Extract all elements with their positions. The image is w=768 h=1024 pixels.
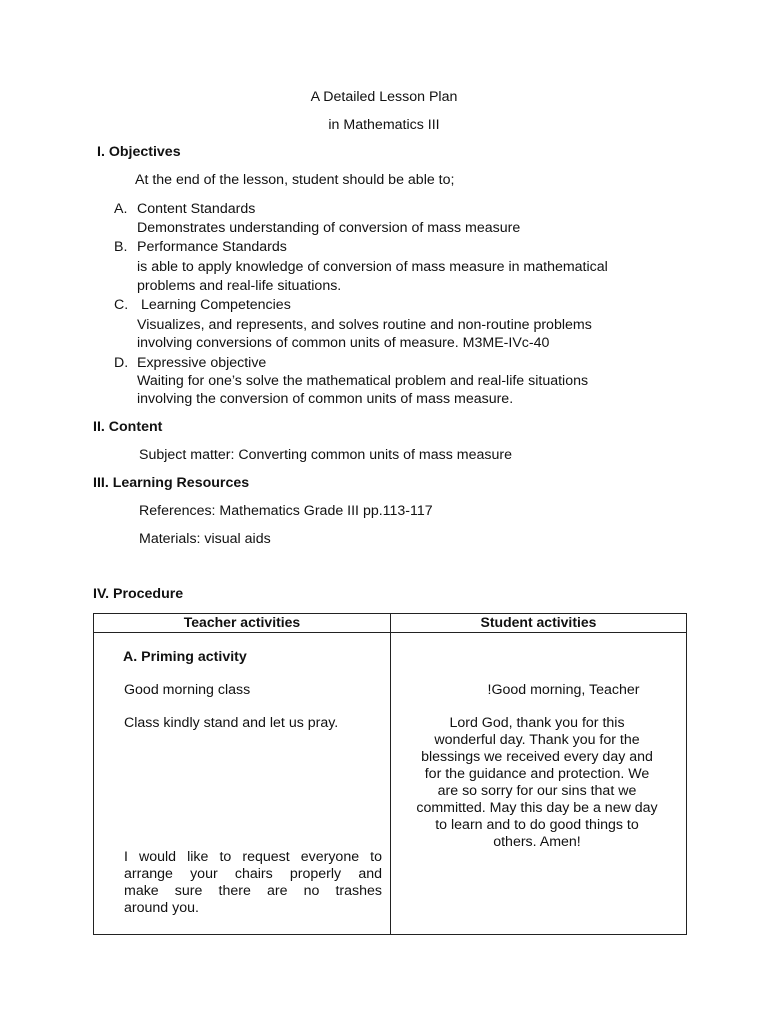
student-prayer-line: others. Amen! (493, 834, 581, 850)
objectives-heading: I. Objectives (97, 144, 181, 160)
objective-text: involving the conversion of common units of mass measure. (137, 391, 514, 407)
teacher-pray: Class kindly stand and let us pray. (124, 715, 339, 731)
objective-label: Learning Competencies (137, 297, 291, 313)
content-heading: II. Content (93, 419, 163, 435)
objective-text: Waiting for one’s solve the mathematical problem and real-life situations (137, 373, 589, 389)
student-prayer-line: wonderful day. Thank you for the (434, 732, 640, 748)
subject-matter: Subject matter: Converting common units of mass measure (139, 447, 512, 463)
teacher-greeting: Good morning class (124, 682, 251, 698)
objective-text: Demonstrates understanding of conversion of mass measure (137, 220, 521, 236)
references: References: Mathematics Grade III pp.113-117 (139, 503, 433, 519)
objective-text: involving conversions of common units of measure. M3ME-IVc-40 (137, 335, 550, 351)
student-prayer-line: committed. May this day be a new day (416, 800, 658, 816)
teacher-request-line: make sure there are no trashes (124, 883, 382, 899)
student-prayer-line: Lord God, thank you for this (449, 715, 625, 731)
student-prayer (399, 715, 675, 851)
teacher-request-line: around you. (124, 900, 199, 916)
objective-label: Content Standards (137, 201, 256, 217)
objective-text: is able to apply knowledge of conversion of mass measure in mathematical (137, 259, 608, 275)
priming-activity-heading: A. Priming activity (123, 649, 247, 665)
objective-marker: D. (114, 355, 129, 371)
teacher-activities-cell (94, 633, 391, 935)
page-title-line-1: A Detailed Lesson Plan (310, 89, 458, 105)
student-prayer-line: to learn and to do good things to (435, 817, 639, 833)
student-activities-header: Student activities (391, 614, 687, 633)
objective-marker: B. (114, 239, 128, 255)
student-prayer-line: for the guidance and protection. We (424, 766, 650, 782)
student-activities-cell (391, 633, 687, 935)
student-greeting: !Good morning, Teacher (487, 682, 640, 698)
resources-heading: III. Learning Resources (93, 475, 250, 491)
objectives-intro: At the end of the lesson, student should be able to; (135, 172, 455, 188)
teacher-request (124, 849, 382, 917)
objective-label: Performance Standards (137, 239, 287, 255)
objective-text: Visualizes, and represents, and solves routine and non-routine problems (137, 317, 592, 333)
student-prayer-line: blessings we received every day and (421, 749, 653, 765)
page-title-line-2: in Mathematics III (328, 117, 440, 133)
objective-text: problems and real-life situations. (137, 278, 342, 294)
objective-marker: C. (114, 297, 129, 313)
objective-marker: A. (114, 201, 128, 217)
procedure-table (93, 613, 687, 935)
teacher-request-line: arrange your chairs properly and (124, 866, 382, 882)
objective-label: Expressive objective (137, 355, 267, 371)
student-prayer-line: are so sorry for our sins that we (437, 783, 637, 799)
teacher-activities-header: Teacher activities (94, 614, 391, 633)
teacher-request-line: I would like to request everyone to (124, 849, 382, 865)
materials: Materials: visual aids (139, 531, 271, 547)
procedure-heading: IV. Procedure (93, 586, 184, 602)
